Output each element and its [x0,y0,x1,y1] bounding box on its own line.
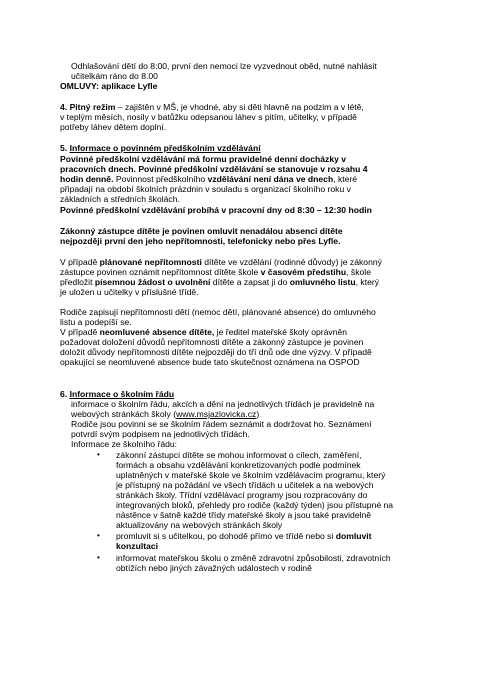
list-item-line: formách a obsahu vzdělávání konkretizovaných podle podmínek [116,460,361,470]
text-line: předložit písemnou žádost o uvolnění dítěte a zapsat ji do omluvného listu, který [60,277,380,287]
list-item-line: konzultaci [116,541,159,551]
list-item-line: aktualizovány na webových stránkách školy [116,520,283,530]
list-item-line: nástěnce v šatně každé třídy mateřské školy a jsou také pravidelně [116,510,372,520]
text-line: potřeby láhev dětem doplní. [60,122,167,132]
section-heading: Pitný režim [69,102,116,112]
bullet-icon: • [97,553,100,562]
bullet-icon: • [97,450,100,459]
text-line: Rodiče jsou povinni se se školním řádem seznámit a dodržovat ho. Seznámení [71,419,372,429]
list-item-line: obtížích nebo jiných závažných událostech v rodině [116,563,312,573]
bullet-icon: • [97,531,100,540]
text-line: zástupce povinen oznámit nepřítomnost dítěte škole v časovém předstihu, škole [60,267,371,277]
section-6-heading: 6. Informace o školním řádu [60,389,175,399]
list-item-line: je přístupný na požádání ve všech třídách u učitelek a na webových [116,480,374,490]
text-line: Informace ze školního řádu: [71,439,178,449]
section-heading: Informace o povinném předškolním vzdělávání [69,143,261,153]
list-item-line: informovat mateřskou školu o změně zdravotní způsobilosti, zdravotních [116,553,391,563]
text-line-bold: OMLUVY: aplikace Lyfle [60,81,158,91]
text-line: webových stránkách školy (www.msjazlovicka.cz) [71,409,260,419]
section-5-heading: 5. Informace o povinném předškolním vzdělávání [60,143,261,153]
text-line: v teplým měsích, nosily v batůžku odepsanou láhev s pitím, učitelky, v případě [60,112,357,122]
section-heading: Informace o školním řádu [69,389,175,399]
text-line: V případě neomluvené absence dítěte, je ředitel mateřské školy oprávněn [60,327,348,337]
text-line: informace o školním řádu, akcích a dění na jednotlivých třídách je pravidelně na [71,399,375,409]
text-line: Rodiče zapisují nepřítomnosti dětí (nemoc dětí, plánované absence) do omluvného [60,307,376,317]
text-line: Odhlašování dětí do 8:00, první den nemoci lze vyzvednout oběd, nutné nahlásit [71,61,377,71]
text-line: učitelkám ráno do 8.00 [71,71,158,81]
text-line-bold: nejpozději první den jeho nepřítomnosti, telefonicky nebo přes Lyfle. [60,236,341,246]
text-line: hodin denně. Povinnost předškolního vzdělávání není dána ve dnech, které [60,174,358,184]
list-item-line: stránkách školy. Třídní vzdělávací programy jsou rozpracovány do [116,490,368,500]
section-4-line: 4. Pitný režim – zajištěn v MŠ, je vhodné, aby si děti hlavně na podzim a v létě, [60,102,364,112]
text-line: opakující se neomluvené absence bude tato skutečnost oznámena na OSPOD [60,357,360,367]
text-line: V případě plánované nepřítomnosti dítěte ve vzdělání (rodinné důvody) je zákonný [60,257,382,267]
list-item-line: integrovaných bloků, přehledy pro rodiče (každý týden) jsou přístupné na [116,500,394,510]
text-line: požadovat doložení důvodů nepřítomnosti dítěte a zákonný zástupce je povinen [60,337,364,347]
website-link[interactable]: www.msjazlovicka.cz [176,409,257,419]
list-item-line: uplatněných v mateřské škole ve školním vzdělávacím programu, který [116,470,386,480]
text-line-bold: Povinné předškolní vzdělávání má formu pravidelné denní docházky v [60,154,347,164]
text-line: doložit důvody nepřítomnosti dítěte nejpozději do tří dnů ode dne výzvy. V případě [60,347,372,357]
text-line-bold: pracovních dnech. Povinné předškolní vzdělávání se stanovuje v rozsahu 4 [60,164,368,174]
text-line-bold: Povinné předškolní vzdělávání probíhá v pracovní dny od 8:30 – 12:30 hodin [60,205,372,215]
text-line: je uložen u učitelky v příslušné třídě. [60,287,199,297]
text-line: základních a středních školách. [60,194,180,204]
text-line: připadají na období školních prázdnin v souladu s organizací školního roku v [60,184,351,194]
text-line: listu a podepíší se. [60,317,132,327]
section-number: 4. [60,102,68,112]
text-line-bold: Zákonný zástupce dítěte je povinen omluvit nenadálou absenci dítěte [60,226,343,236]
list-item-line: promluvit si s učitelkou, po dohodě přímo ve třídě nebo si domluvit [116,531,372,541]
text-line: potvrdí svým podpisem na jednotlivých třídách. [71,429,250,439]
list-item-line: zákonní zástupci dítěte se mohou informovat o cílech, zaměření, [116,450,362,460]
